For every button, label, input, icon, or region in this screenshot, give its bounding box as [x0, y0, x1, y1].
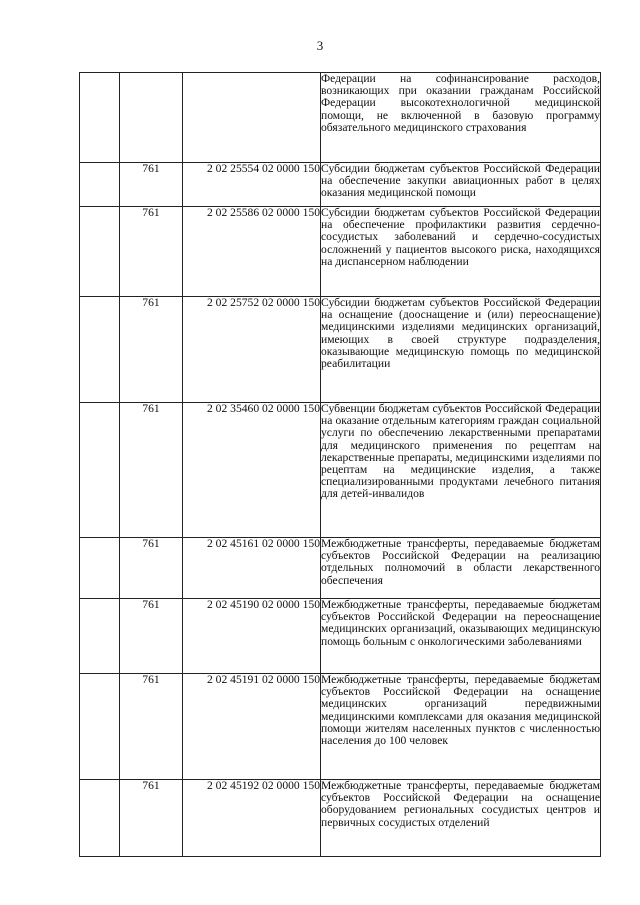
admin-code-cell: 761	[120, 403, 183, 538]
table-row	[80, 538, 601, 599]
table-row	[80, 207, 601, 297]
empty-cell	[80, 674, 120, 780]
kbk-code-cell: 2 02 45191 02 0000 150	[183, 674, 321, 780]
admin-code-cell: 761	[120, 599, 183, 674]
empty-cell	[80, 403, 120, 538]
description-cell: Субсидии бюджетам субъектов Российской Федерации на обеспечение профилактики развития сердечно-сосудистых заболеваний и сердечно-сосудистых осложнений у пациентов высокого риска, находящихся на диспансерном наблюдении	[321, 207, 601, 297]
description-cell: Субсидии бюджетам субъектов Российской Федерации на обеспечение закупки авиационных работ в целях оказания медицинской помощи	[321, 163, 601, 207]
table-row	[80, 297, 601, 403]
kbk-code-cell: 2 02 25586 02 0000 150	[183, 207, 321, 297]
admin-code-cell: 761	[120, 538, 183, 599]
table-row	[80, 73, 601, 163]
empty-cell	[80, 780, 120, 857]
table-row	[80, 163, 601, 207]
description-cell: Межбюджетные трансферты, передаваемые бюджетам субъектов Российской Федерации на оснащение медицинских организаций передвижными медицинскими комплексами для оказания медицинской помощи жителям населенных пунктов с численностью населения до 100 человек	[321, 674, 601, 780]
page-number: 3	[316, 38, 324, 53]
empty-cell	[80, 297, 120, 403]
kbk-code-cell: 2 02 45192 02 0000 150	[183, 780, 321, 857]
table-row	[80, 403, 601, 538]
kbk-code-cell: 2 02 45161 02 0000 150	[183, 538, 321, 599]
kbk-code-cell: 2 02 45190 02 0000 150	[183, 599, 321, 674]
budget-classification-table	[79, 72, 601, 857]
description-cell: Межбюджетные трансферты, передаваемые бюджетам субъектов Российской Федерации на оснащение оборудованием региональных сосудистых центров и первичных сосудистых отделений	[321, 780, 601, 857]
kbk-code-cell: 2 02 25752 02 0000 150	[183, 297, 321, 403]
kbk-code-cell	[183, 73, 321, 163]
empty-cell	[80, 599, 120, 674]
admin-code-cell: 761	[120, 674, 183, 780]
kbk-code-cell: 2 02 35460 02 0000 150	[183, 403, 321, 538]
empty-cell	[80, 163, 120, 207]
description-cell: Субвенции бюджетам субъектов Российской Федерации на оказание отдельным категориям граждан социальной услуги по обеспечению лекарственными препаратами для медицинского применения по рецептам на лекарственные препараты, медицинскими изделиями по рецептам на медицинские изделия, а также специализированными продуктами лечебного питания для детей-инвалидов	[321, 403, 601, 538]
empty-cell	[80, 538, 120, 599]
admin-code-cell	[120, 73, 183, 163]
empty-cell	[80, 207, 120, 297]
admin-code-cell: 761	[120, 163, 183, 207]
admin-code-cell: 761	[120, 297, 183, 403]
description-cell: Межбюджетные трансферты, передаваемые бюджетам субъектов Российской Федерации на переоснащение медицинских организаций, оказывающих медицинскую помощь больным с онкологическими заболеваниями	[321, 599, 601, 674]
description-cell: Межбюджетные трансферты, передаваемые бюджетам субъектов Российской Федерации на реализацию отдельных полномочий в области лекарственного обеспечения	[321, 538, 601, 599]
description-cell: Субсидии бюджетам субъектов Российской Федерации на оснащение (дооснащение и (или) переоснащение) медицинскими изделиями медицинских организаций, имеющих в своей структуре подразделения, оказывающие медицинскую помощь по медицинской реабилитации	[321, 297, 601, 403]
table-row	[80, 780, 601, 857]
table-row	[80, 674, 601, 780]
empty-cell	[80, 73, 120, 163]
description-cell: Федерации на софинансирование расходов, возникающих при оказании гражданам Российской Федерации высокотехнологичной медицинской помощи, не включенной в базовую программу обязательного медицинского страхования	[321, 73, 601, 163]
kbk-code-cell: 2 02 25554 02 0000 150	[183, 163, 321, 207]
table-row	[80, 599, 601, 674]
admin-code-cell: 761	[120, 780, 183, 857]
admin-code-cell: 761	[120, 207, 183, 297]
